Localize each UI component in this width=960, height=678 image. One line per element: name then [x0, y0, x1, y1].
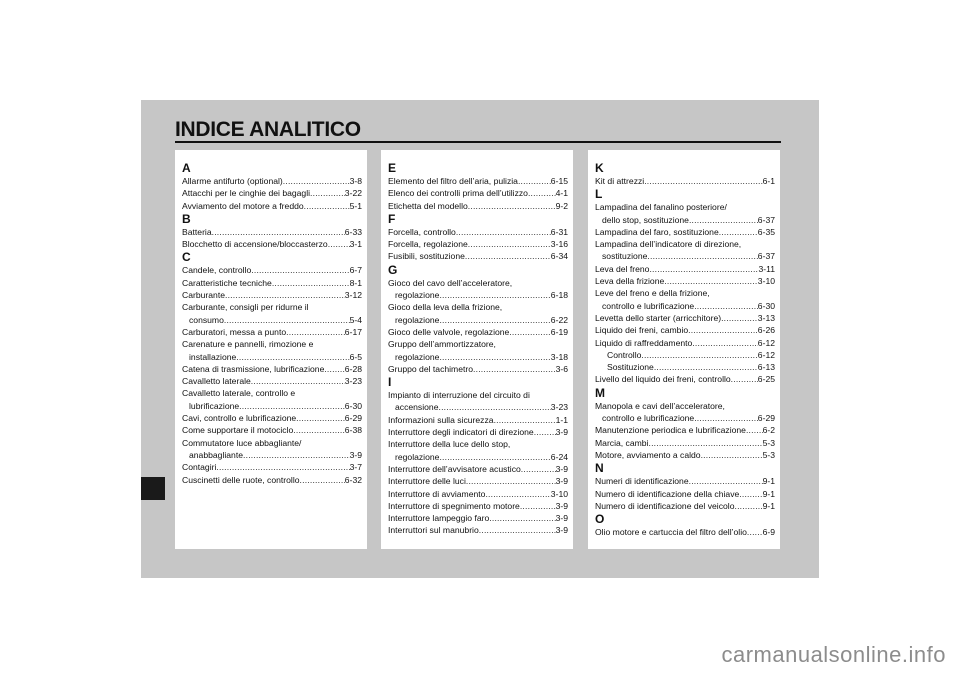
- page-title: INDICE ANALITICO: [175, 118, 361, 141]
- section-letter: L: [595, 187, 603, 202]
- index-entry: Olio motore e cartuccia del filtro dell’olio ..... 6-9: [595, 526, 775, 538]
- page-ref: 6-13: [757, 362, 775, 373]
- index-entry: Sostituzione ..... 6-13: [595, 361, 775, 373]
- section-letter: F: [388, 211, 396, 226]
- page-ref: 1-1: [555, 414, 568, 425]
- index-entry: Informazioni sulla sicurezza ..... 1-1: [388, 414, 568, 426]
- page-ref: 9-1: [762, 500, 775, 511]
- index-entry: Interruttore lampeggio faro ..... 3-9: [388, 512, 568, 524]
- index-entry: sostituzione ..... 6-37: [595, 250, 775, 262]
- index-column-3: [588, 150, 780, 549]
- index-entry: Etichetta del modello ..... 9-2: [388, 200, 568, 212]
- page-ref: 3-9: [555, 463, 568, 474]
- page-ref: 5-1: [349, 200, 362, 211]
- section-letter: E: [388, 161, 397, 175]
- page-ref: 6-18: [550, 290, 568, 301]
- page-ref: 3-9: [555, 500, 568, 511]
- page-ref: 3-11: [758, 263, 775, 274]
- index-entry: Interruttore di avviamento ..... 3-10: [388, 488, 568, 500]
- page-ref: 6-34: [550, 251, 568, 262]
- index-entry-heading: Impianto di interruzione del circuito di: [388, 390, 530, 401]
- page-ref: 6-12: [757, 337, 775, 348]
- page-ref: 3-9: [555, 513, 568, 524]
- section-letter: B: [182, 211, 191, 226]
- index-entry: regolazione ..... 6-18: [388, 289, 568, 301]
- index-entry-heading: Interruttore della luce dello stop,: [388, 439, 511, 450]
- index-entry: Livello del liquido dei freni, controllo ..... 6-25: [595, 373, 775, 385]
- page-edge-tab: [141, 477, 165, 500]
- page-ref: 3-23: [344, 376, 362, 387]
- index-entry: Carburatori, messa a punto ..... 6-17: [182, 326, 362, 338]
- section-letter: A: [182, 161, 191, 175]
- index-entry: Leva del freno ..... 3-11: [595, 263, 775, 275]
- index-entry: regolazione ..... 6-22: [388, 314, 568, 326]
- index-entry: lubrificazione ..... 6-30: [182, 400, 362, 412]
- index-entry: Avviamento del motore a freddo ..... 5-1: [182, 200, 362, 212]
- page-ref: 3-6: [555, 363, 568, 374]
- index-entry: regolazione ..... 3-18: [388, 351, 568, 363]
- index-entry: Interruttore di spegnimento motore ..... 3-9: [388, 500, 568, 512]
- page-ref: 6-24: [550, 451, 568, 462]
- index-entry: controllo e lubrificazione ..... 6-29: [595, 412, 775, 424]
- page-ref: 8-1: [349, 277, 362, 288]
- index-entry-heading: Carburante, consigli per ridurne il: [182, 302, 309, 313]
- index-entry: dello stop, sostituzione ..... 6-37: [595, 214, 775, 226]
- index-entry: Elemento del filtro dell’aria, pulizia ..... 6-15: [388, 175, 568, 187]
- index-entry: Numeri di identificazione ..... 9-1: [595, 475, 775, 487]
- index-entry-heading: Gruppo dell’ammortizzatore,: [388, 339, 496, 350]
- index-entry: Cavi, controllo e lubrificazione ..... 6-29: [182, 412, 362, 424]
- page-ref: 6-30: [757, 300, 775, 311]
- index-entry: Liquido di raffreddamento ..... 6-12: [595, 337, 775, 349]
- page-ref: 6-12: [757, 349, 775, 360]
- page-ref: 9-1: [762, 488, 775, 499]
- section-letter: I: [388, 375, 392, 390]
- page-ref: 6-31: [550, 226, 568, 237]
- page-ref: 3-10: [757, 276, 775, 287]
- index-entry: Controllo ..... 6-12: [595, 349, 775, 361]
- index-entry: Gruppo del tachimetro ..... 3-6: [388, 363, 568, 375]
- index-entry: Lampadina del faro, sostituzione ..... 6-35: [595, 226, 775, 238]
- page-ref: 9-1: [762, 476, 775, 487]
- page-ref: 3-1: [349, 239, 362, 250]
- index-entry: Elenco dei controlli prima dell’utilizzo ..... 4-1: [388, 187, 568, 199]
- section-letter: C: [182, 250, 191, 265]
- index-entry: Batteria ..... 6-33: [182, 226, 362, 238]
- index-entry-heading: Gioco della leva della frizione,: [388, 302, 503, 313]
- page-ref: 6-15: [550, 176, 568, 186]
- page-ref: 3-23: [550, 402, 568, 413]
- page-ref: 3-8: [349, 176, 362, 186]
- index-entry: Blocchetto di accensione/bloccasterzo ..... 3-1: [182, 238, 362, 250]
- index-entry: Caratteristiche tecniche ..... 8-1: [182, 277, 362, 289]
- page-ref: 6-5: [349, 351, 362, 362]
- index-entry-heading: Lampadina dell’indicatore di direzione,: [595, 239, 742, 250]
- page-ref: 5-3: [762, 437, 775, 448]
- page-ref: 3-22: [344, 188, 362, 199]
- page-ref: 5-3: [762, 449, 775, 460]
- page-ref: 3-12: [344, 290, 362, 301]
- index-entry: Forcella, regolazione ..... 3-16: [388, 238, 568, 250]
- page-ref: 3-7: [349, 462, 362, 473]
- page-ref: 6-28: [344, 363, 362, 374]
- index-entry: Candele, controllo ..... 6-7: [182, 264, 362, 276]
- index-entry: Allarme antifurto (optional) ..... 3-8: [182, 175, 362, 187]
- section-letter: G: [388, 262, 398, 277]
- index-entry-heading: Carenature e pannelli, rimozione e: [182, 339, 314, 350]
- page-ref: 6-9: [762, 527, 775, 538]
- index-entry: Come supportare il motociclo ..... 6-38: [182, 424, 362, 436]
- index-entry: regolazione ..... 6-24: [388, 451, 568, 463]
- index-column-2: [381, 150, 573, 549]
- page-ref: 3-13: [757, 312, 775, 323]
- page-ref: 4-1: [555, 188, 568, 199]
- index-entry: accensione ..... 3-23: [388, 401, 568, 413]
- page-ref: 3-9: [349, 449, 362, 460]
- page-ref: 6-30: [344, 400, 362, 411]
- index-entry: Forcella, controllo ..... 6-31: [388, 226, 568, 238]
- page-ref: 3-9: [555, 427, 568, 438]
- watermark: carmanualsonline.info: [721, 642, 946, 667]
- index-entry: Contagiri ..... 3-7: [182, 461, 362, 473]
- index-entry: Numero di identificazione del veicolo ..... 9-1: [595, 500, 775, 512]
- index-entry: Numero di identificazione della chiave ..... 9-1: [595, 488, 775, 500]
- page-ref: 3-9: [555, 525, 568, 536]
- page-ref: 3-9: [555, 476, 568, 487]
- page-ref: 6-22: [550, 314, 568, 325]
- index-entry: Kit di attrezzi ..... 6-1: [595, 175, 775, 187]
- page-ref: 6-26: [757, 325, 775, 336]
- page-ref: 3-10: [550, 488, 568, 499]
- page-ref: 9-2: [555, 200, 568, 211]
- index-entry: controllo e lubrificazione ..... 6-30: [595, 300, 775, 312]
- page-ref: 6-1: [762, 176, 775, 186]
- page-ref: 6-2: [762, 425, 775, 436]
- index-entry: Interruttore dell’avvisatore acustico ..... 3-9: [388, 463, 568, 475]
- page-ref: 6-29: [757, 413, 775, 424]
- page-ref: 5-4: [349, 314, 362, 325]
- index-entry: installazione ..... 6-5: [182, 351, 362, 363]
- index-entry: Liquido dei freni, cambio ..... 6-26: [595, 324, 775, 336]
- index-entry-heading: Commutatore luce abbagliante/: [182, 437, 302, 448]
- index-entry-heading: Gioco del cavo dell’acceleratore,: [388, 277, 513, 288]
- index-entry: Gioco delle valvole, regolazione ..... 6-19: [388, 326, 568, 338]
- page-ref: 6-32: [344, 474, 362, 485]
- page-ref: 6-35: [757, 226, 775, 237]
- index-entry: Levetta dello starter (arricchitore) ..... 3-13: [595, 312, 775, 324]
- page-ref: 6-17: [344, 326, 362, 337]
- page-ref: 6-38: [344, 425, 362, 436]
- index-entry: Leva della frizione ..... 3-10: [595, 275, 775, 287]
- index-entry-heading: Leve del freno e della frizione,: [595, 288, 710, 299]
- page-ref: 3-18: [550, 351, 568, 362]
- section-letter: N: [595, 461, 604, 476]
- index-entry-heading: Lampadina del fanalino posteriore/: [595, 202, 727, 213]
- page-ref: 6-37: [757, 251, 775, 262]
- index-entry: Marcia, cambi ..... 5-3: [595, 437, 775, 449]
- index-entry-heading: Manopola e cavi dell’acceleratore,: [595, 400, 725, 411]
- index-entry: Cavalletto laterale ..... 3-23: [182, 375, 362, 387]
- index-entry: anabbagliante ..... 3-9: [182, 449, 362, 461]
- index-entry: Interruttore delle luci ..... 3-9: [388, 475, 568, 487]
- index-entry: Motore, avviamento a caldo ..... 5-3: [595, 449, 775, 461]
- section-letter: O: [595, 512, 605, 527]
- section-letter: M: [595, 385, 605, 400]
- page-ref: 6-33: [344, 226, 362, 237]
- index-entry: Manutenzione periodica e lubrificazione ..... 6-2: [595, 424, 775, 436]
- page-ref: 6-19: [550, 326, 568, 337]
- page-ref: 6-7: [349, 265, 362, 276]
- index-entry: Catena di trasmissione, lubrificazione ..... 6-28: [182, 363, 362, 375]
- page-ref: 3-16: [550, 239, 568, 250]
- index-entry: Fusibili, sostituzione ..... 6-34: [388, 250, 568, 262]
- index-entry: Cuscinetti delle ruote, controllo ..... 6-32: [182, 474, 362, 486]
- index-entry-heading: Cavalletto laterale, controllo e: [182, 388, 296, 399]
- page-ref: 6-29: [344, 413, 362, 424]
- index-entry: Interruttore degli indicatori di direzione ..... 3-9: [388, 426, 568, 438]
- index-entry: Interruttori sul manubrio ..... 3-9: [388, 524, 568, 536]
- page-ref: 6-37: [757, 214, 775, 225]
- index-entry: Carburante ..... 3-12: [182, 289, 362, 301]
- index-entry: Attacchi per le cinghie dei bagagli ..... 3-22: [182, 187, 362, 199]
- title-rule: [175, 141, 781, 143]
- section-letter: K: [595, 161, 604, 175]
- page-ref: 6-25: [757, 374, 775, 385]
- index-column-1: [175, 150, 367, 549]
- index-entry: consumo ..... 5-4: [182, 314, 362, 326]
